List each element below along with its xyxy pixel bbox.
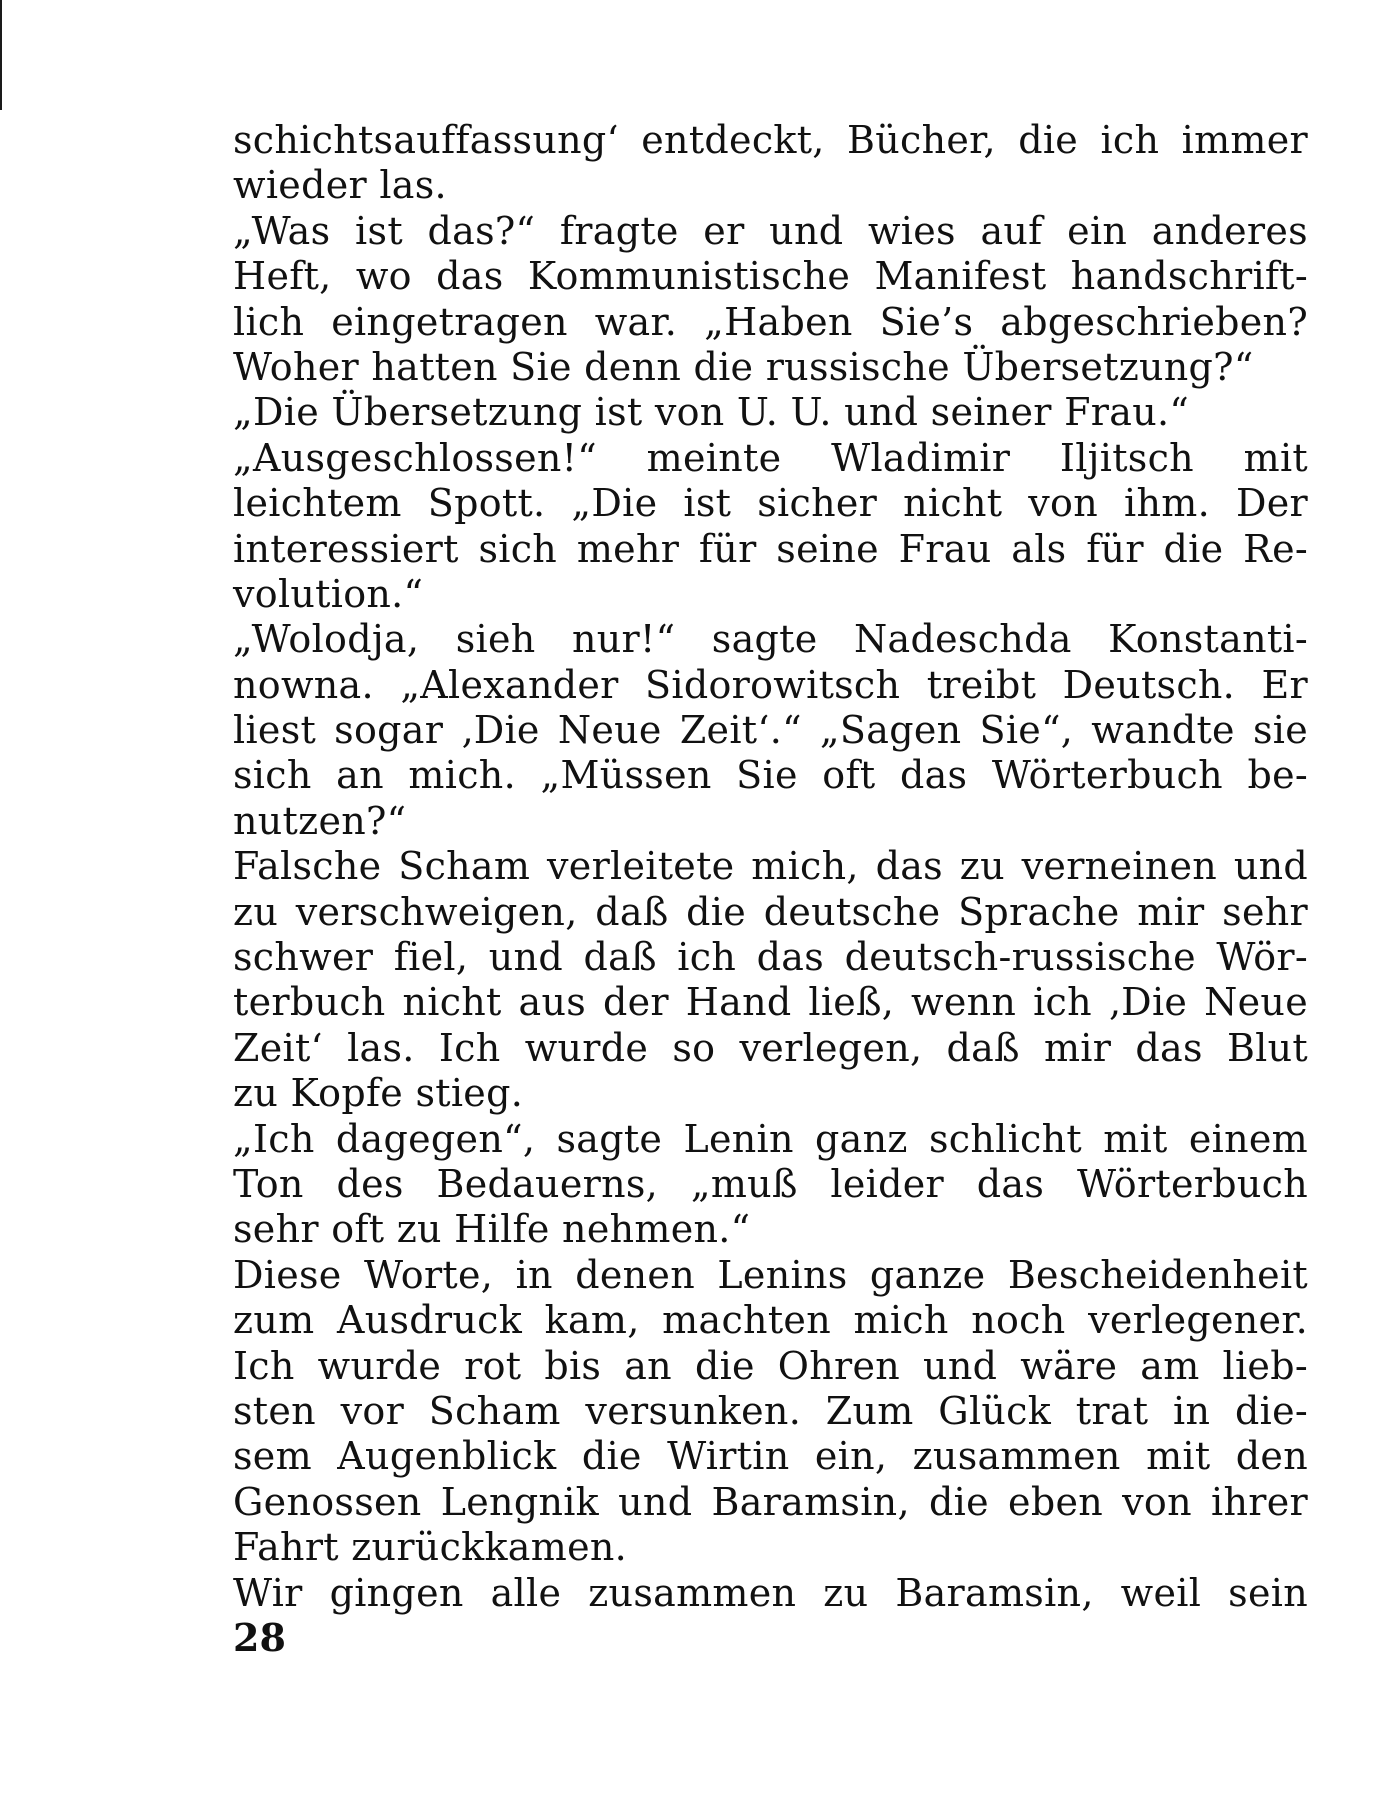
text-line: Heft, wo das Kommunistische Manifest handschrift- [233,254,1308,299]
text-line: schwer fiel, und daß ich das deutsch-russische Wör- [233,935,1308,980]
text-line: schichtsauffassung‘ entdeckt, Bücher, die ich immer [233,118,1308,162]
text-line: interessiert sich mehr für seine Frau als für die Re- [233,526,1308,571]
text-line: sem Augenblick die Wirtin ein, zusammen mit den [233,1434,1308,1479]
text-line: Ich wurde rot bis an die Ohren und wäre am lieb- [233,1343,1308,1388]
text-line: „Was ist das?“ fragte er und wies auf ein anderes [233,208,1308,253]
text-line: sten vor Scham versunken. Zum Glück trat in die- [233,1388,1308,1433]
text-line: Falsche Scham verleitete mich, das zu verneinen und [233,844,1308,889]
text-line: wieder las. [233,163,447,208]
text-line: „Ich dagegen“, sagte Lenin ganz schlicht mit einem [233,1116,1308,1161]
text-line: leichtem Spott. „Die ist sicher nicht von ihm. Der [233,481,1308,526]
text-line: liest sogar ‚Die Neue Zeit‘.“ „Sagen Sie“, wandte sie [233,708,1308,753]
text-line: nowna. „Alexander Sidorowitsch treibt Deutsch. Er [233,662,1308,707]
text-line: sich an mich. „Müssen Sie oft das Wörterbuch be- [233,753,1308,798]
page-number: 28 [233,1615,286,1660]
text-line: Woher hatten Sie denn die russische Übersetzung?“ [233,344,1254,389]
text-line: Zeit‘ las. Ich wurde so verlegen, daß mir das Blut [233,1025,1308,1070]
text-line: terbuch nicht aus der Hand ließ, wenn ich ‚Die Neue [233,980,1308,1025]
text-line: zum Ausdruck kam, machten mich noch verlegener. [233,1298,1308,1343]
text-line: Fahrt zurückkamen. [233,1525,628,1570]
text-line: nutzen?“ [233,798,407,843]
text-line: „Die Übersetzung ist von U. U. und seiner Frau.“ [233,390,1190,435]
text-line: lich eingetragen war. „Haben Sie’s abgeschrieben? [233,299,1308,344]
text-line: zu Kopfe stieg. [233,1071,524,1116]
text-line: Genossen Lengnik und Baramsin, die eben von ihrer [233,1479,1308,1524]
text-line: „Ausgeschlossen!“ meinte Wladimir Iljitsch mit [233,435,1308,480]
body-text [233,118,1308,1616]
text-line: Ton des Bedauerns, „muß leider das Wörterbuch [233,1161,1308,1206]
text-line: Wir gingen alle zusammen zu Baramsin, weil sein [233,1570,1308,1615]
text-line: volution.“ [233,571,424,616]
text-line: sehr oft zu Hilfe nehmen.“ [233,1207,751,1252]
page-edge-mark [0,0,2,110]
text-line: „Wolodja, sieh nur!“ sagte Nadeschda Konstanti- [233,617,1308,662]
text-line: Diese Worte, in denen Lenins ganze Bescheidenheit [233,1252,1308,1297]
text-line: zu verschweigen, daß die deutsche Sprache mir sehr [233,889,1308,934]
